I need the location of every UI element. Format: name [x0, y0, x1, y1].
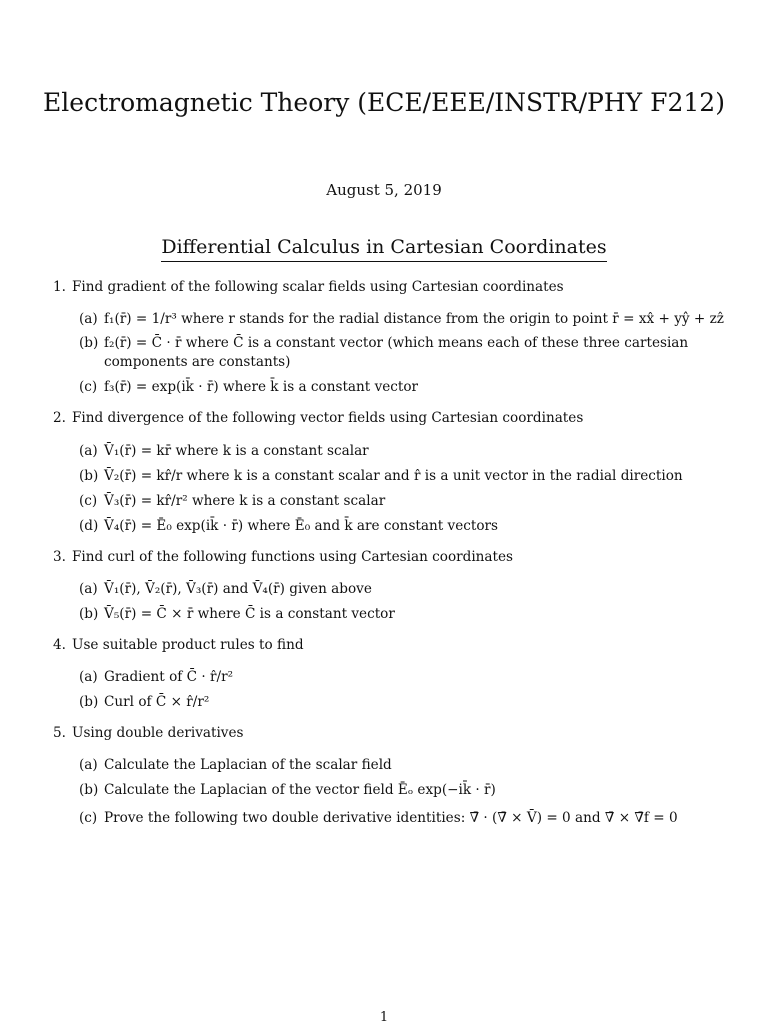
question-5-number: 5. — [53, 725, 66, 741]
question-4b-label: (b) — [79, 694, 99, 710]
question-3b-label: (b) — [79, 606, 99, 622]
question-2b-label: (b) — [79, 468, 99, 484]
question-5b-label: (b) — [79, 782, 99, 798]
question-5c-label: (c) — [79, 810, 98, 826]
section-heading-text: Differential Calculus in Cartesian Coordinates — [161, 236, 606, 262]
question-2b-text: V̄₂(r̄) = kr̂/r where k is a constant scalar and r̂ is a unit vector in the radial direction — [104, 468, 683, 484]
question-1-number: 1. — [53, 279, 66, 295]
question-2-text: Find divergence of the following vector fields using Cartesian coordinates — [72, 410, 584, 426]
question-1b-text: f₂(r̄) = C̄ · r̄ where C̄ is a constant vector (which means each of these three cartesian components are constants) — [104, 335, 689, 370]
question-3-text: Find curl of the following functions using Cartesian coordinates — [72, 549, 514, 565]
question-2c-label: (c) — [79, 493, 98, 509]
question-1a-text: f₁(r̄) = 1/r³ where r stands for the radial distance from the origin to point r̄ = xx̂ + yŷ + zẑ — [104, 311, 724, 327]
document-title: Electromagnetic Theory (ECE/EEE/INSTR/PHY F212) — [43, 88, 725, 117]
question-5c-text: Prove the following two double derivative identities: ∇̄ · (∇̄ × V̄) = 0 and ∇̄ × ∇̄f = 0 — [104, 810, 678, 826]
question-1c-text: f₃(r̄) = exp(ik̄ · r̄) where k̄ is a constant vector — [104, 379, 419, 395]
question-3-number: 3. — [53, 549, 66, 565]
question-2d-label: (d) — [79, 518, 99, 534]
question-4-text: Use suitable product rules to find — [72, 637, 304, 653]
question-1a-label: (a) — [79, 311, 98, 327]
page-number: 1 — [379, 1010, 389, 1025]
question-2a-text: V̄₁(r̄) = kr̄ where k is a constant scalar — [104, 443, 369, 459]
question-3b-text: V̄₅(r̄) = C̄ × r̄ where C̄ is a constant vector — [104, 606, 395, 622]
question-4-number: 4. — [53, 637, 66, 653]
question-1b-label: (b) — [79, 335, 99, 351]
question-2-number: 2. — [53, 410, 66, 426]
question-2a-label: (a) — [79, 443, 98, 459]
document-date: August 5, 2019 — [326, 181, 442, 199]
question-2d-text: V̄₄(r̄) = Ē₀ exp(ik̄ · r̄) where Ē₀ and k̄ are constant vectors — [104, 518, 498, 534]
section-heading — [0, 236, 768, 262]
question-4a-label: (a) — [79, 669, 98, 685]
question-2c-text: V̄₃(r̄) = kr̂/r² where k is a constant scalar — [104, 493, 386, 509]
question-1c-label: (c) — [79, 379, 98, 395]
question-4a-text: Gradient of C̄ · r̂/r² — [104, 669, 234, 685]
question-5a-text: Calculate the Laplacian of the scalar field — [104, 757, 392, 773]
question-5a-label: (a) — [79, 757, 98, 773]
question-3a-label: (a) — [79, 581, 98, 597]
question-5-text: Using double derivatives — [72, 725, 244, 741]
question-5b-text: Calculate the Laplacian of the vector field Ēₒ exp(−ik̄ · r̄) — [104, 782, 496, 798]
question-3a-text: V̄₁(r̄), V̄₂(r̄), V̄₃(r̄) and V̄₄(r̄) given above — [104, 581, 372, 597]
question-1-text: Find gradient of the following scalar fields using Cartesian coordinates — [72, 279, 564, 295]
question-4b-text: Curl of C̄ × r̂/r² — [104, 694, 210, 710]
